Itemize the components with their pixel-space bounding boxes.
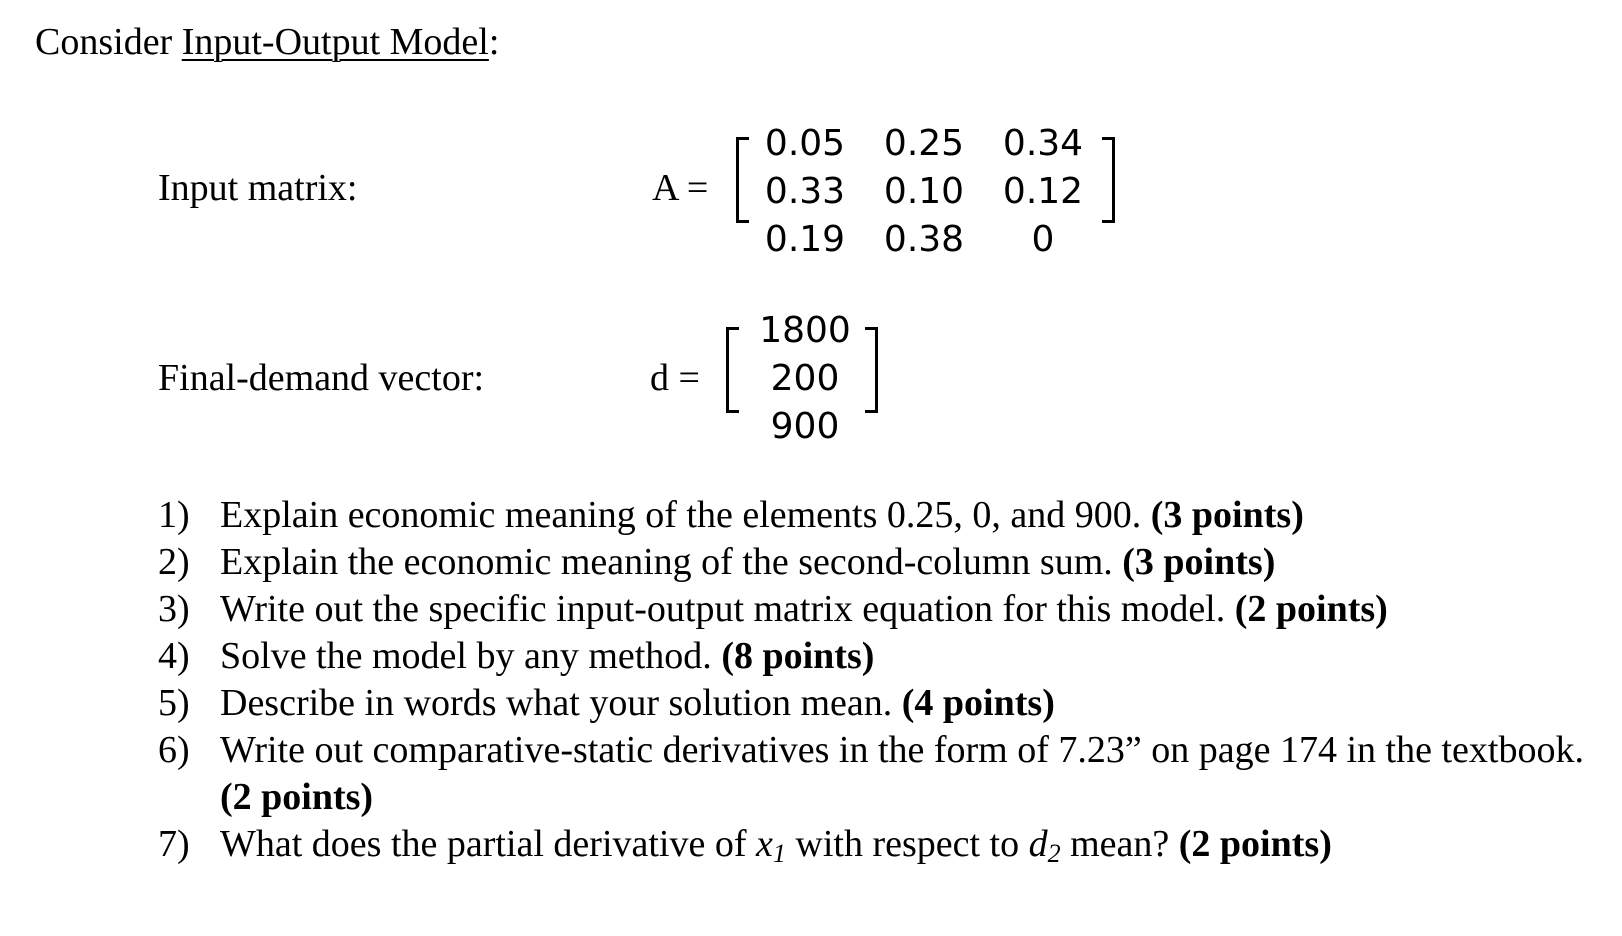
question-points: (3 points) <box>1122 541 1276 583</box>
question-points: (2 points) <box>220 776 374 818</box>
variable-x-subscript: 1 <box>772 839 786 868</box>
question-text: Explain economic meaning of the elements 0.25, 0, and 900. <box>220 494 1151 536</box>
question-points: (3 points) <box>1150 494 1304 536</box>
vector-left-bracket <box>726 327 739 413</box>
page-heading <box>35 20 499 66</box>
question-list <box>158 492 1598 877</box>
matrix-cell: 0.34 <box>1002 123 1084 164</box>
matrix-right-bracket <box>1102 137 1115 223</box>
question-number: 3) <box>158 588 190 630</box>
question-points: (2 points) <box>1234 588 1388 630</box>
question-number: 1) <box>158 494 190 536</box>
matrix-cell: 0.38 <box>883 219 965 260</box>
input-matrix-symbol: A = <box>652 167 709 209</box>
question-number: 4) <box>158 635 190 677</box>
vector-cell: 900 <box>770 406 840 447</box>
variable-d-letter: d <box>1028 823 1048 865</box>
question-number: 2) <box>158 541 190 583</box>
question-text: mean? <box>1060 823 1179 865</box>
heading-underlined-title: Input-Output Model <box>181 21 489 63</box>
question-number: 5) <box>158 682 190 724</box>
question-text: Explain the economic meaning of the second-column sum. <box>220 541 1123 583</box>
vector-right-bracket <box>865 327 878 413</box>
input-matrix-label: Input matrix: <box>158 167 358 209</box>
matrix-cell: 0.10 <box>883 171 965 212</box>
matrix-cell: 0.25 <box>883 123 965 164</box>
vector-cell: 200 <box>770 358 840 399</box>
question-text: Write out the specific input-output matrix equation for this model. <box>220 588 1235 630</box>
matrix-cell: 0.12 <box>1002 171 1084 212</box>
variable-x-letter: x <box>756 823 773 865</box>
question-text: Solve the model by any method. <box>220 635 722 677</box>
question-text: with respect to <box>785 823 1029 865</box>
question-points: (8 points) <box>721 635 875 677</box>
question-item <box>158 586 1598 633</box>
question-number: 6) <box>158 729 190 771</box>
variable-x <box>756 823 786 868</box>
demand-vector-symbol: d = <box>650 357 700 399</box>
matrix-cell: 0.33 <box>764 171 846 212</box>
matrix-cell: 0 <box>1031 219 1055 260</box>
question-item <box>158 633 1598 680</box>
matrix-cell: 0.05 <box>764 123 846 164</box>
question-points: (2 points) <box>1178 823 1332 865</box>
question-number: 7) <box>158 823 190 865</box>
matrix-cell: 0.19 <box>764 219 846 260</box>
question-text: What does the partial derivative of <box>220 823 757 865</box>
demand-vector-label: Final-demand vector: <box>158 357 485 399</box>
heading-prefix: Consider <box>35 21 182 63</box>
question-item <box>158 821 1598 877</box>
variable-d <box>1028 823 1061 868</box>
question-item <box>158 492 1598 539</box>
matrix-left-bracket <box>736 137 749 223</box>
question-item <box>158 539 1598 586</box>
variable-d-subscript: 2 <box>1047 839 1061 868</box>
vector-cell: 1800 <box>759 310 851 351</box>
question-item <box>158 680 1598 727</box>
heading-suffix: : <box>488 21 500 63</box>
question-text: Write out comparative-static derivatives in the form of 7.23” on page 174 in the textbook. <box>220 729 1584 771</box>
question-points: (4 points) <box>901 682 1055 724</box>
question-item <box>158 727 1598 821</box>
question-text: Describe in words what your solution mean. <box>220 682 902 724</box>
